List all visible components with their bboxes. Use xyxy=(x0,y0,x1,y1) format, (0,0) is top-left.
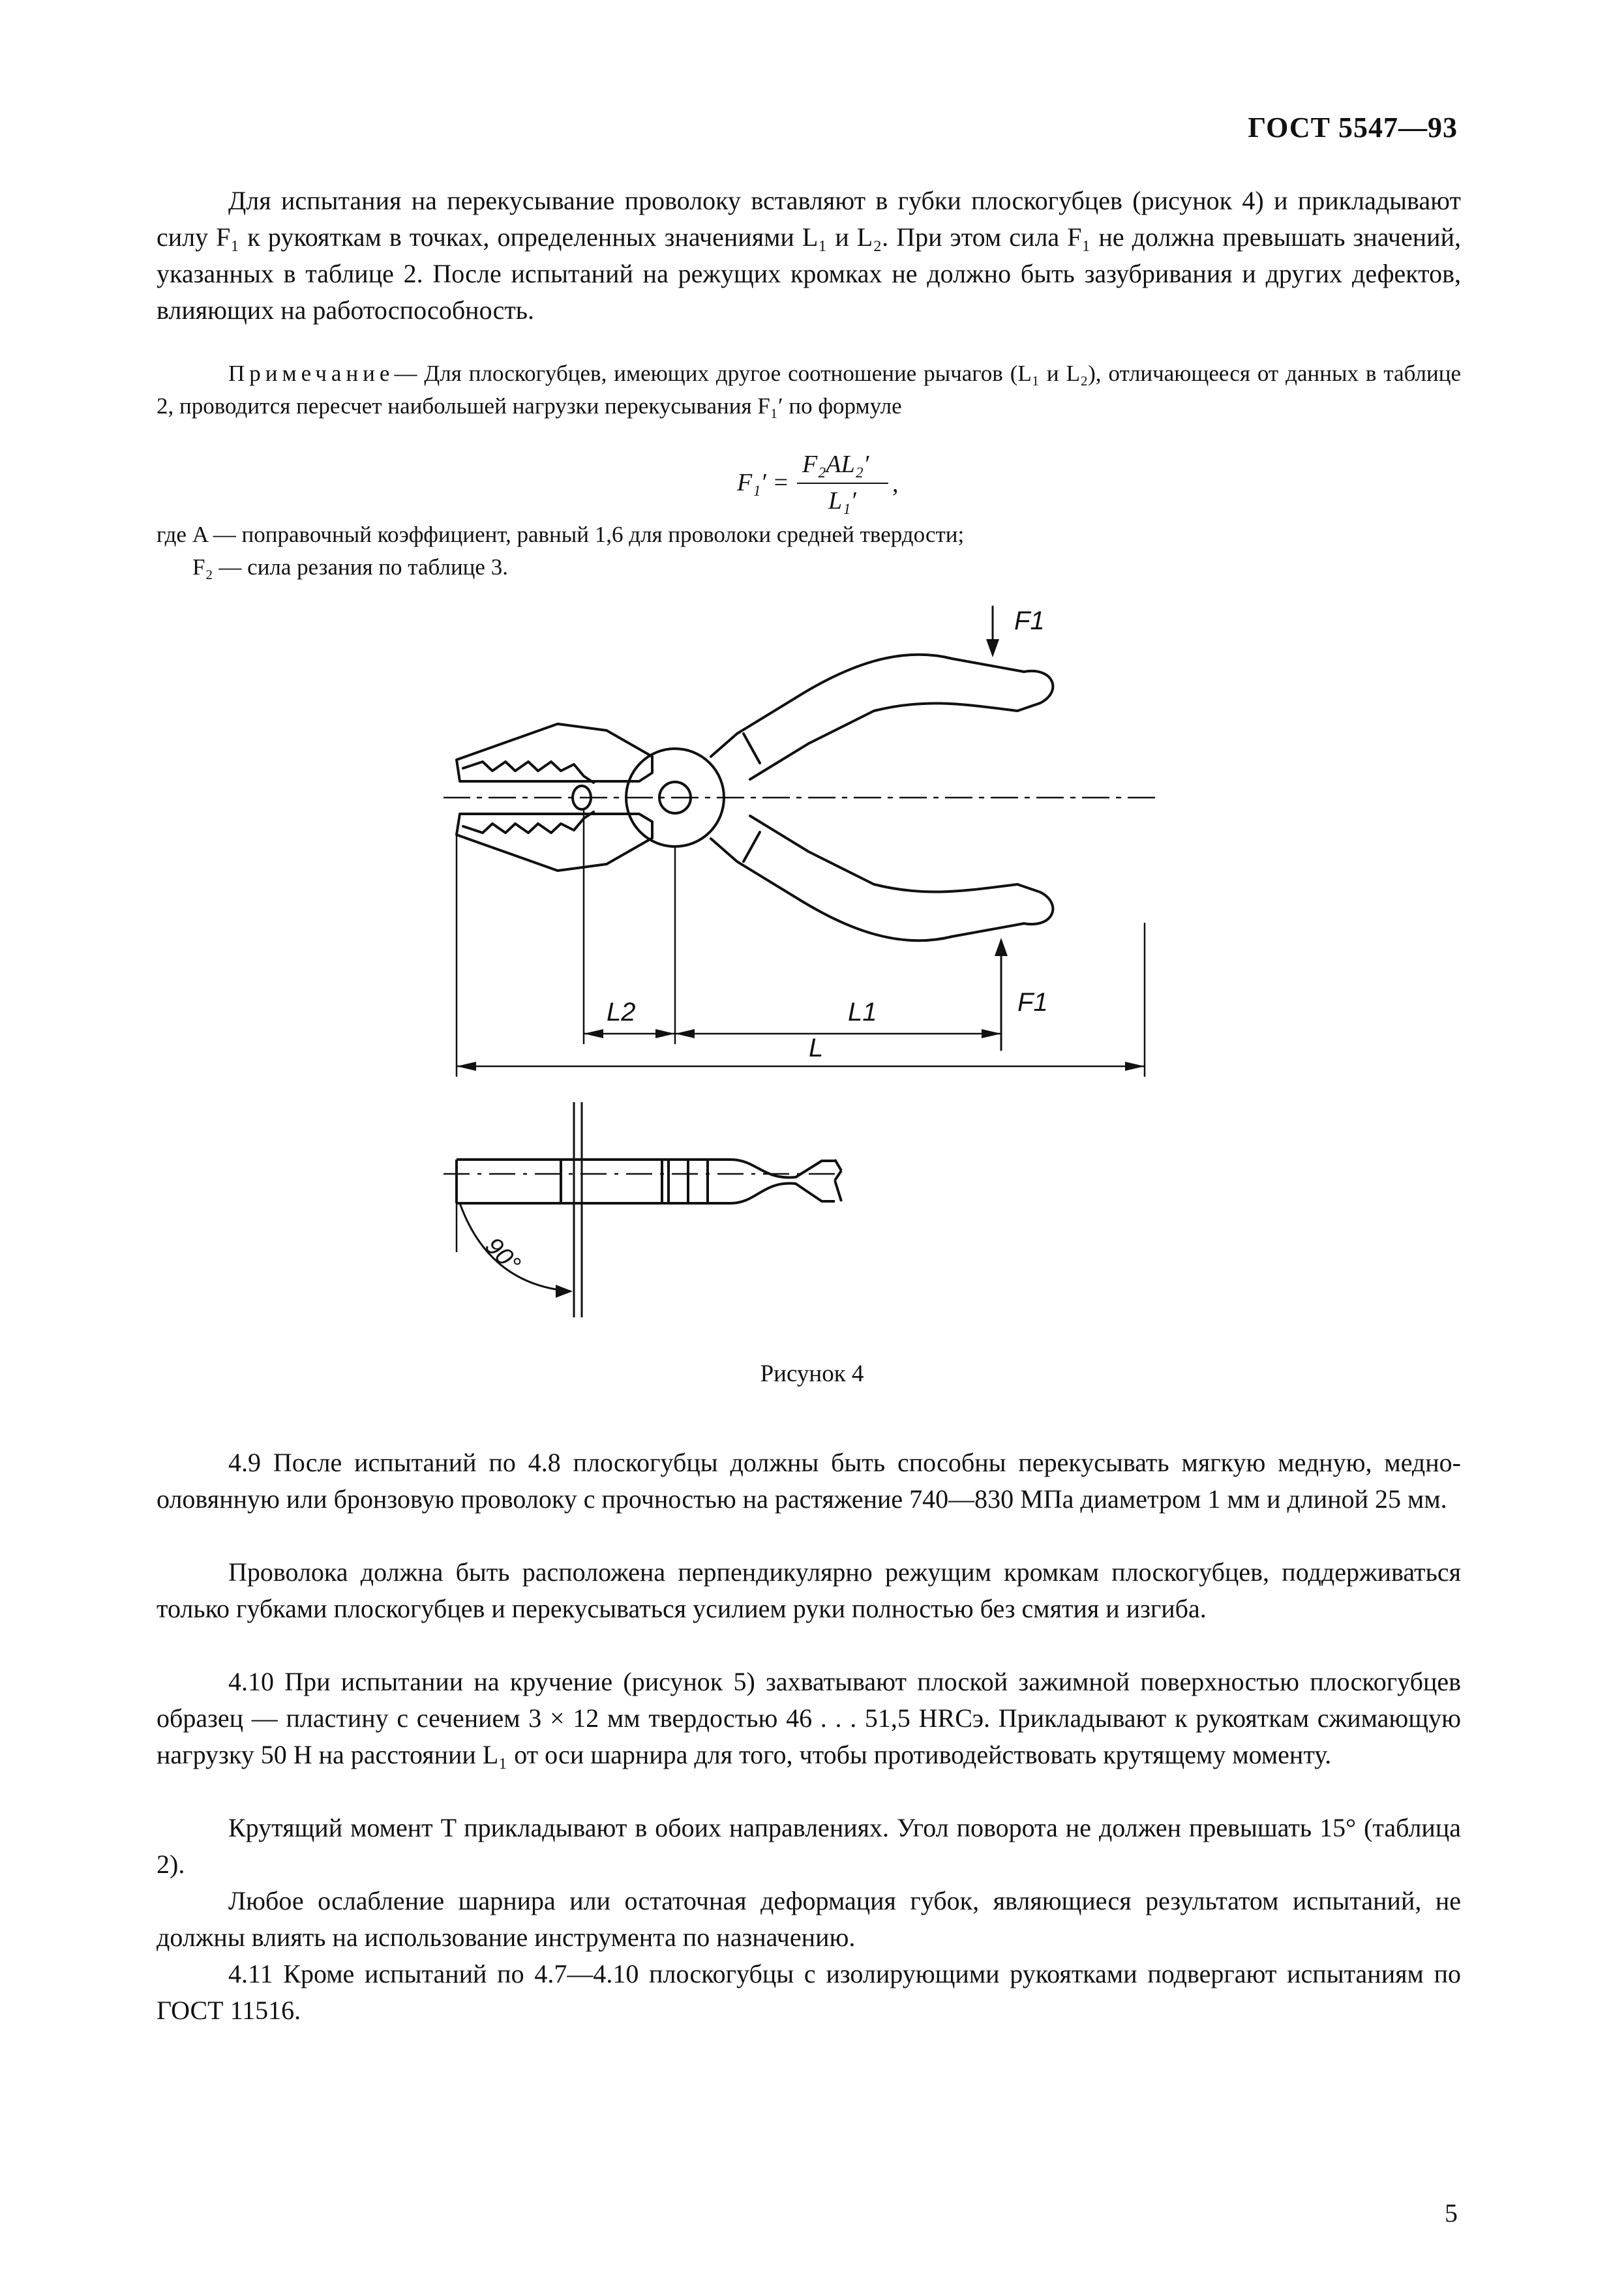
page-number: 5 xyxy=(1445,2198,1458,2228)
lower-handle-cut xyxy=(744,832,760,862)
upper-handle-cut xyxy=(744,734,760,763)
angle-arc xyxy=(460,1203,571,1291)
section-4-11 xyxy=(157,1956,1461,2029)
wire-position-paragraph xyxy=(157,1554,1461,1627)
angle-arrow-head xyxy=(556,1285,573,1298)
upper-handle xyxy=(711,655,1053,779)
formula-numerator: F₂AL₂′ xyxy=(802,451,869,478)
lower-jaw xyxy=(457,814,652,871)
section-4-11-text: 4.11 Кроме испытаний по 4.7—4.10 плоскогубцы с изолирующими рукоятками подвергают испытаниям по ГОСТ 11516. xyxy=(157,1959,1461,2025)
intro-paragraph xyxy=(157,183,1461,329)
break-mark-2 xyxy=(835,1171,841,1180)
formula-denominator: L₁′ xyxy=(828,487,856,515)
label-f1-bottom: F1 xyxy=(1017,988,1048,1017)
formula-trailing: , xyxy=(892,470,899,498)
label-f1-top: F1 xyxy=(1014,607,1045,635)
section-4-9 xyxy=(157,1445,1461,1518)
torque-paragraph xyxy=(157,1810,1461,1883)
legend-f2-text: F₂ — сила резания по таблице 3. xyxy=(192,554,508,580)
side-view-top-edge xyxy=(457,1160,835,1178)
arrow-head-bottom xyxy=(995,938,1008,956)
section-4-9-text: 4.9 После испытаний по 4.8 плоскогубцы должны быть способны перекусывать мягкую медную, медно-оловянную или бронзовую проволоку с прочностью на растяжение 740—830 МПа диаметром 1 мм и длиной 25 мм. xyxy=(157,1448,1461,1514)
section-4-10 xyxy=(157,1664,1461,1773)
formula-lhs: F₁′ = xyxy=(737,469,789,496)
break-mark-1 xyxy=(835,1160,841,1171)
figure-caption: Рисунок 4 xyxy=(760,1360,864,1387)
label-l: L xyxy=(809,1034,824,1062)
label-l1: L1 xyxy=(848,998,877,1027)
pliers-figure xyxy=(444,593,1200,1337)
label-l2: L2 xyxy=(607,998,636,1027)
label-angle: 90° xyxy=(479,1232,526,1278)
weakening-paragraph xyxy=(157,1883,1461,1956)
upper-jaw xyxy=(457,724,652,781)
lower-handle xyxy=(711,816,1053,940)
wire-position-text: Проволока должна быть расположена перпендикулярно режущим кромкам плоскогубцев, поддерживаться только губками плоскогубцев и перекусываться усилием руки полностью без смятия и изгиба. xyxy=(157,1557,1461,1623)
section-4-10-text: 4.10 При испытании на кручение (рисунок 5) захватывают плоской зажимной поверхностью плоскогубцев образец — пластину с сечением 3 × 12 мм твердостью 46 . . . 51,5 HRCэ. Прикладывают к рукояткам сжимающую нагрузку 50 Н на расстоянии L₁ от оси шарнира для того, чтобы противодействовать крутящему моменту. xyxy=(157,1667,1461,1769)
torque-text: Крутящий момент T прикладывают в обоих направлениях. Угол поворота не должен превышать 15° (таблица 2). xyxy=(157,1813,1461,1879)
note-label: Примечание xyxy=(228,361,395,386)
weakening-text: Любое ослабление шарнира или остаточная деформация губок, являющиеся результатом испытаний, не должны влиять на использование инструмента по назначению. xyxy=(157,1886,1461,1952)
break-mark-3 xyxy=(835,1180,841,1201)
note-paragraph xyxy=(157,357,1461,423)
standard-header: ГОСТ 5547—93 xyxy=(1248,112,1458,143)
legend-a-text: где A — поправочный коэффициент, равный 1,6 для проволоки средней твердости; xyxy=(157,522,965,547)
side-view-bottom-edge xyxy=(457,1184,835,1203)
upper-teeth xyxy=(463,762,594,783)
note-text: — Для плоскогубцев, имеющих другое соотношение рычагов (L₁ и L₂), отличающееся от данных в таблице 2, проводится пересчет наибольшей нагрузки перекусывания F₁′ по формуле xyxy=(157,361,1461,419)
side-view xyxy=(444,1102,841,1317)
legend-f2 xyxy=(192,551,1366,584)
fraction-bar xyxy=(797,483,888,484)
arrow-head-top xyxy=(986,639,999,657)
intro-text: Для испытания на перекусывание проволоку вставляют в губки плоскогубцев (рисунок 4) и прикладывают силу F₁ к рукояткам в точках, определенных значениями L₁ и L₂. При этом сила F₁ не должна превышать значений, указанных в таблице 2. После испытаний на режущих кромках не должно быть зазубривания и других дефектов, влияющих на работоспособность. xyxy=(157,186,1461,325)
legend-a xyxy=(157,518,1461,551)
recalculation-formula xyxy=(737,450,933,522)
